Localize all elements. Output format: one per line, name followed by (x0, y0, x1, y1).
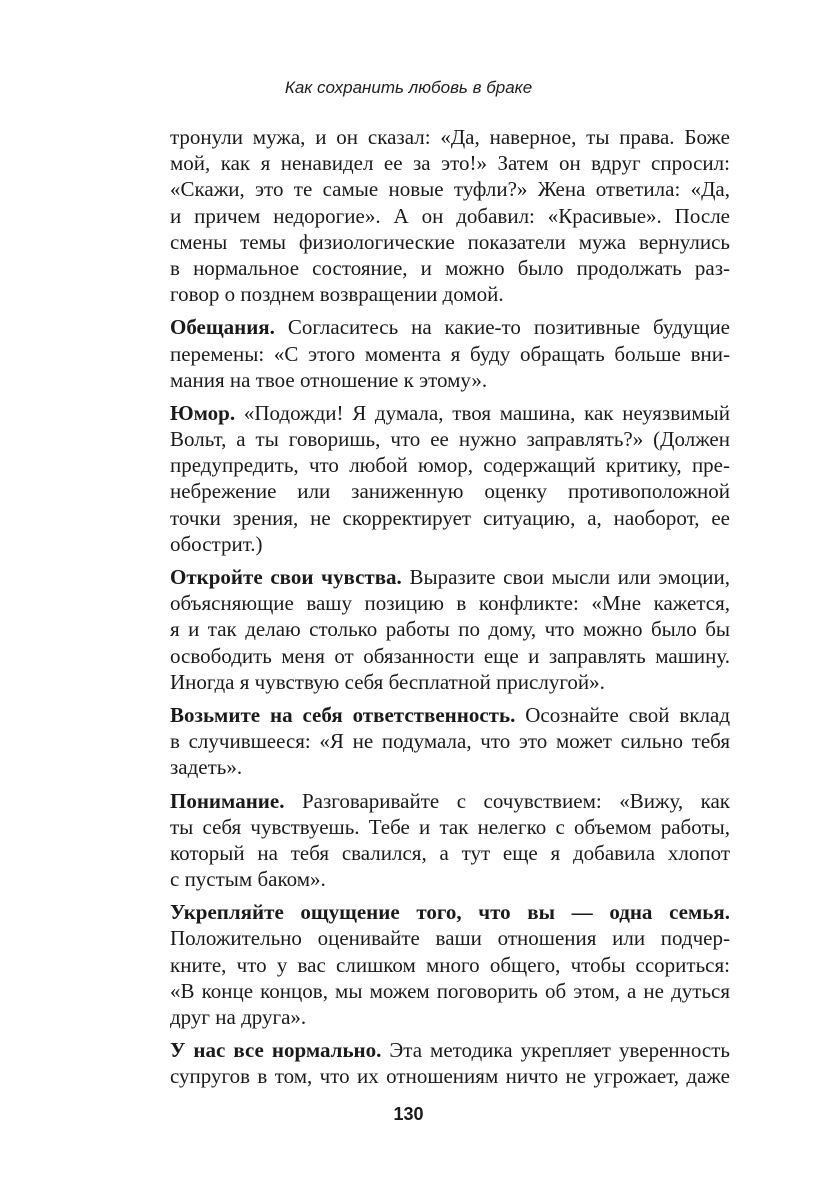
line-text: «Подожди! Я думала, твоя машина, как неуязвимый (235, 400, 730, 425)
paragraph-lead: Обещания. (170, 315, 275, 340)
text-line: который на тебя свалился, а тут еще я добавила хлопот (170, 840, 730, 865)
text-line: кните, что у вас слишком много общего, чтобы ссориться: (170, 952, 730, 977)
paragraph-lead: Юмор. (170, 400, 236, 425)
text-line: тронули мужа, и он сказал: «Да, наверное, ты права. Боже (170, 125, 730, 149)
text-line: предупредить, что любой юмор, содержащий критику, пре- (170, 453, 730, 478)
text-line: в случившееся: «Я не подумала, что это может сильно тебя (170, 729, 730, 754)
text-line: друг на друга». (170, 1005, 307, 1029)
paragraph (170, 564, 730, 695)
page-number: 130 (393, 1104, 424, 1124)
paragraph-lead: У нас все нормально. (170, 1038, 382, 1063)
text-line: освободить меня от обязанности еще и заправлять машину. (170, 643, 730, 668)
text-line (170, 314, 730, 340)
text-line: Иногда я чувствую себя бесплатной прислугой». (170, 669, 605, 694)
text-line (170, 1037, 730, 1063)
text-line: мой, как я ненавидел ее за это!» Затем он вдруг спросил: (170, 151, 730, 176)
text-line: «В конце концов, мы можем поговорить об этом, а не дуться (170, 978, 730, 1003)
body-text (170, 124, 730, 1097)
paragraph (170, 702, 730, 781)
line-text: Разговаривайте с сочувствием: «Вижу, как (284, 788, 730, 813)
text-line: перемены: «С этого момента я буду обращать больше вни- (170, 341, 730, 366)
text-line (170, 400, 730, 426)
text-line: небрежение или заниженную оценку противоположной (170, 479, 730, 504)
paragraph (170, 400, 730, 557)
text-line: мания на твое отношение к этому». (170, 367, 488, 392)
text-line: обострит.) (170, 531, 263, 556)
text-line (170, 564, 730, 590)
line-text: Эта методика укрепляет уверенность (381, 1038, 731, 1063)
paragraph (170, 788, 730, 893)
text-line: я и так делаю столько работы по дому, что можно было бы (170, 617, 730, 642)
paragraph-lead: Укрепляйте ощущение того, что вы — одна семья. (170, 900, 730, 925)
text-line (170, 899, 730, 925)
line-text: Согласитесь на какие-то позитивные будущие (274, 315, 730, 340)
line-text: Выразите свои мысли или эмоции, (401, 565, 730, 589)
text-line: Положительно оценивайте ваши отношения или подчер- (170, 926, 730, 951)
text-line (170, 788, 730, 814)
text-line: супругов в том, что их отношениям ничто не угрожает, даже (170, 1064, 730, 1089)
text-line: объясняющие вашу позицию в конфликте: «Мне кажется, (170, 591, 730, 616)
text-line: Вольт, а ты говоришь, что ее нужно заправлять?» (Должен (170, 427, 730, 452)
paragraph (170, 124, 730, 307)
paragraph-lead: Понимание. (170, 788, 285, 813)
text-line: говор о позднем возвращении домой. (170, 282, 504, 307)
text-line: смены темы физиологические показатели мужа вернулись (170, 229, 730, 254)
paragraph (170, 314, 730, 393)
text-line: «Скажи, это те самые новые туфли?» Жена ответила: «Да, (170, 177, 730, 202)
paragraph-lead: Откройте свои чувства. (170, 565, 402, 589)
paragraph (170, 1037, 730, 1089)
paragraph (170, 899, 730, 1030)
text-line: ты себя чувствуешь. Тебе и так нелегко с объемом работы, (170, 814, 730, 839)
text-line: и причем недорогие». А он добавил: «Красивые». После (170, 203, 730, 228)
text-line: задеть». (170, 755, 243, 780)
paragraph-lead: Возьмите на себя ответственность. (170, 702, 516, 727)
line-text: Осознайте свой вклад (515, 702, 731, 727)
text-line: с пустым баком». (170, 867, 326, 892)
text-line (170, 702, 730, 728)
text-line: точки зрения, не скорректирует ситуацию, а, наоборот, ее (170, 505, 730, 530)
running-head: Как сохранить любовь в браке (284, 78, 533, 97)
text-line: в нормальное состояние, и можно было продолжать раз- (170, 255, 730, 280)
